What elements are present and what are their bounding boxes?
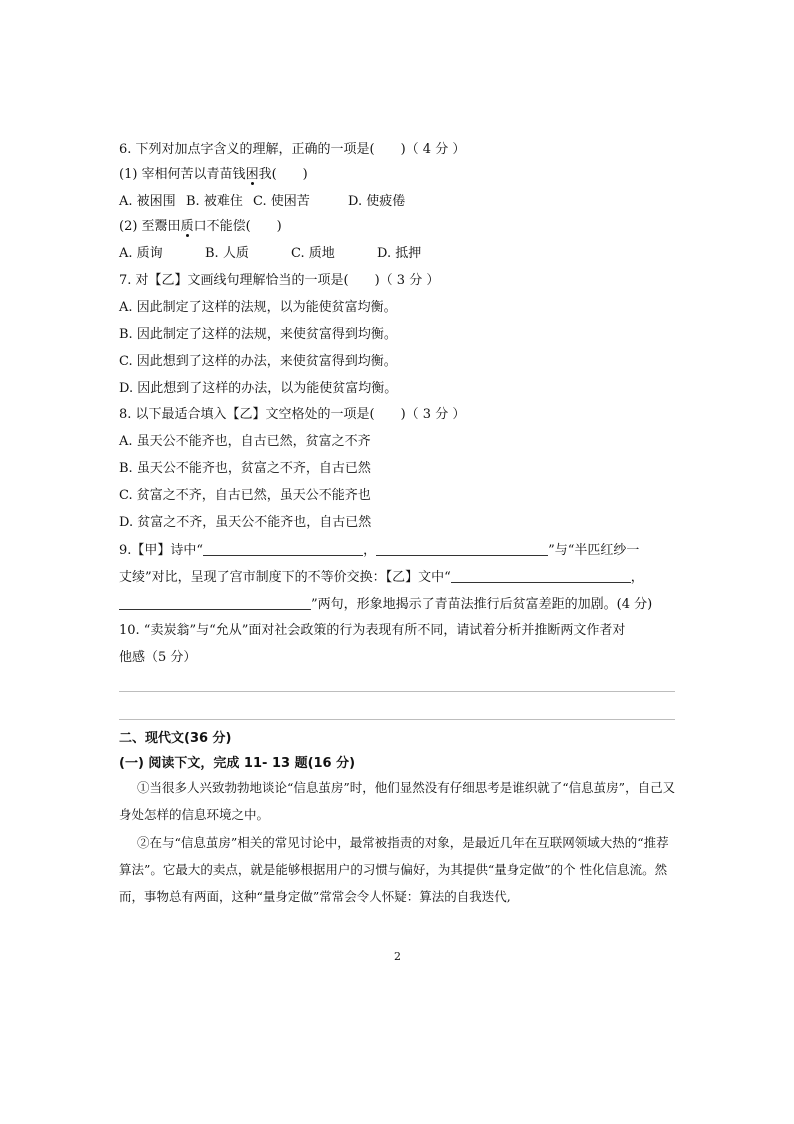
q6-sub1-option-c: C. 使困苦 <box>253 194 310 209</box>
q9-text-2b: ， <box>630 570 644 585</box>
q7-option-c: C. 因此想到了这样的办法，来使贫富得到均衡。 <box>119 354 397 369</box>
passage-paragraph-1-text: ①当很多人兴致勃勃地谈论“信息茧房”时，他们显然没有仔细思考是谁织就了“信息茧房”，自己又身处怎样的信息环境之中。 <box>119 780 676 822</box>
q6-sub1-pre: (1) 宰相何苦以青苗钱 <box>119 167 246 182</box>
q8-option-b: B. 虽天公不能齐也，贫富之不齐，自古已然 <box>119 461 371 476</box>
q9-blank-1[interactable] <box>203 541 363 556</box>
q6-sub1-option-d: D. 使疲倦 <box>348 194 406 209</box>
q6-sub1-option-b: B. 被难住 <box>186 194 243 209</box>
q8-option-d: D. 贫富之不齐，虽天公不能齐也，自古已然 <box>119 515 372 530</box>
q6-sub2-dotted-char: 质 <box>180 219 194 234</box>
q7-option-a: A. 因此制定了这样的法规，以为能使贫富均衡。 <box>119 300 397 315</box>
section-2-subtitle: (一) 阅读下文，完成 11- 13 题(16 分) <box>119 756 356 771</box>
q10-line-2: 他感（5 分） <box>119 650 197 665</box>
q6-sub2-post: 口不能偿( ) <box>193 219 282 234</box>
q6-sub1-option-a: A. 被困围 <box>119 194 176 209</box>
q9-blank-3[interactable] <box>451 568 631 583</box>
q8-option-c: C. 贫富之不齐，自古已然，虽天公不能齐也 <box>119 488 371 503</box>
q9-text-1a: 9.【甲】诗中“ <box>119 543 204 558</box>
q9-line-3 <box>119 595 679 614</box>
q6-sub2 <box>119 218 679 236</box>
q9-blank-2[interactable] <box>376 541 548 556</box>
page-number: 2 <box>394 950 401 963</box>
passage-paragraph-2 <box>119 829 679 910</box>
q9-blank-4[interactable] <box>119 595 311 610</box>
section-2-title: 二、现代文(36 分) <box>119 731 232 746</box>
q7-option-b: B. 因此制定了这样的法规，来使贫富得到均衡。 <box>119 327 397 342</box>
q6-sub1 <box>119 166 679 184</box>
q6-sub2-option-a: A. 质询 <box>119 246 163 261</box>
q6-sub1-post: 我( ) <box>258 167 308 182</box>
q9-text-3b: ”两句，形象地揭示了青苗法推行后贫富差距的加剧。(4 分) <box>311 597 653 612</box>
q6-sub2-options <box>119 245 421 263</box>
q7-stem: 7. 对【乙】文画线句理解恰当的一项是( )（ 3 分 ） <box>119 273 440 288</box>
q10-answer-line-1[interactable] <box>119 691 675 692</box>
q6-sub2-option-c: C. 质地 <box>291 246 335 261</box>
q7-option-d: D. 因此想到了这样的办法，以为能使贫富均衡。 <box>119 381 398 396</box>
q10-answer-line-2[interactable] <box>119 719 675 720</box>
q9-line-2 <box>119 568 679 587</box>
q6-sub1-dotted-char: 困 <box>245 167 259 182</box>
q6-sub1-options <box>119 193 405 211</box>
q8-stem: 8. 以下最适合填入【乙】文空格处的一项是( )（ 3 分 ） <box>119 407 466 422</box>
q6-sub2-pre: (2) 至鬻田 <box>119 219 181 234</box>
passage-paragraph-1 <box>119 774 679 828</box>
q6-sub2-option-d: D. 抵押 <box>377 246 422 261</box>
q6-sub2-option-b: B. 人质 <box>205 246 249 261</box>
q8-option-a: A. 虽天公不能齐也，自古已然，贫富之不齐 <box>119 434 371 449</box>
q9-text-1c: ”与“半匹红纱一 <box>548 543 640 558</box>
q6-stem: 6. 下列对加点字含义的理解，正确的一项是( )（ 4 分 ） <box>119 142 466 157</box>
q9-line-1 <box>119 541 679 560</box>
passage-paragraph-2-text: ②在与“信息茧房”相关的常见讨论中，最常被指责的对象，是最近几年在互联网领域大热的“推荐算法”。它最大的卖点，就是能够根据用户的习惯与偏好，为其提供“量身定做”的个 性化信息流。然而，事物总有两面，这种“量身定做”常常会令人怀疑：算法的自我迭代, <box>119 835 669 904</box>
q9-text-1b: ， <box>363 543 377 558</box>
q10-line-1: 10. “卖炭翁”与“允从”面对社会政策的行为表现有所不同，请试着分析并推断两文作者对 <box>119 623 626 638</box>
q9-text-2a: 丈绫”对比，呈现了宫市制度下的不等价交换：【乙】文中“ <box>119 570 451 585</box>
